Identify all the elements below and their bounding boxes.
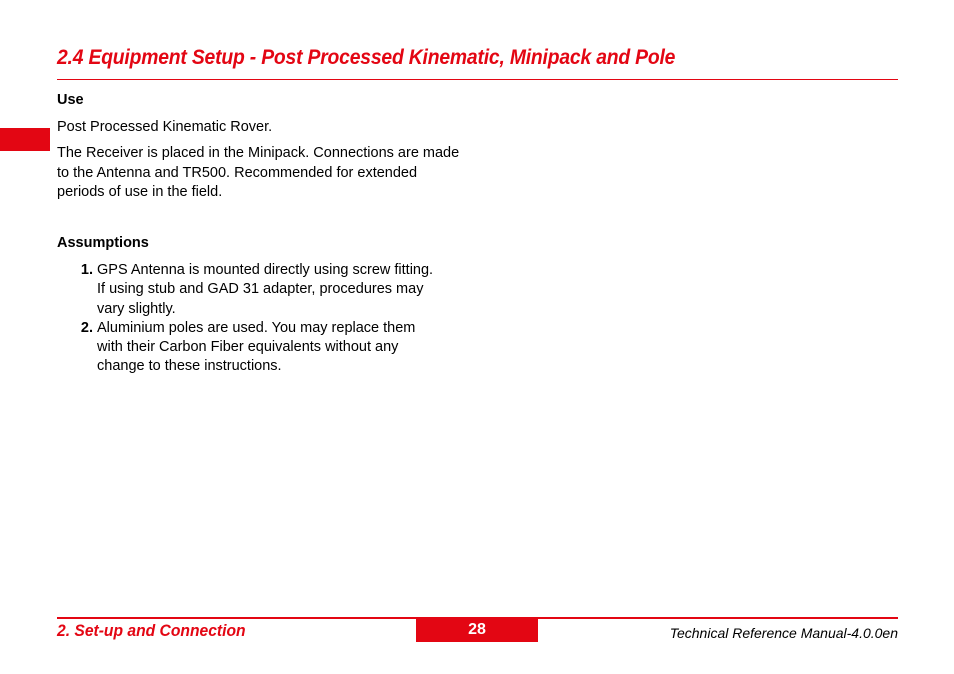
list-item [57, 319, 477, 377]
footer-manual-title: Technical Reference Manual-4.0.0en [669, 625, 898, 641]
assumptions-heading: Assumptions [57, 235, 149, 251]
section-marker-tab [0, 128, 50, 151]
use-paragraph: The Receiver is placed in the Minipack. Connections are made to the Antenna and TR500. Recommended for extended periods of use in the field. [57, 145, 460, 200]
page-title: 2.4 Equipment Setup - Post Processed Kinematic, Minipack and Pole [57, 46, 676, 69]
list-item-text: GPS Antenna is mounted directly using screw fitting. If using stub and GAD 31 adapter, procedures may vary slightly. [97, 262, 434, 317]
use-heading: Use [57, 92, 84, 108]
list-item [57, 261, 477, 319]
page-number-badge: 28 [416, 619, 538, 642]
title-divider [57, 79, 898, 80]
footer-section-title: 2. Set-up and Connection [57, 621, 246, 640]
list-item-text: Aluminium poles are used. You may replace them with their Carbon Fiber equivalents without any change to these instructions. [97, 319, 416, 375]
list-item-number: 2. [80, 319, 93, 336]
assumptions-list [57, 261, 477, 377]
use-line: Post Processed Kinematic Rover. [57, 119, 273, 135]
list-item-number: 1. [80, 262, 93, 278]
